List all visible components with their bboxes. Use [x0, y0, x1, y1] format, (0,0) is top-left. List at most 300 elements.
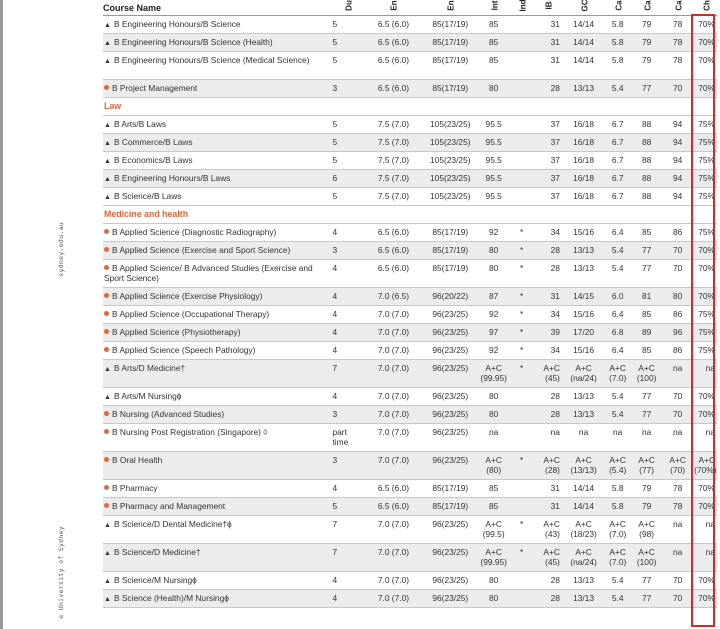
- dot-marker-icon: [104, 485, 109, 490]
- gc-cell: 13/13: [573, 263, 595, 273]
- ca-3-cell: 94: [672, 119, 683, 129]
- ca-2-cell: 81: [632, 288, 661, 306]
- english-2-cell: 105(23/25): [423, 134, 477, 152]
- english-1-cell: 7.5 (7.0): [363, 134, 423, 152]
- ca-1-cell: 6.7: [611, 119, 624, 129]
- ib-cell: A+C (43): [543, 519, 560, 539]
- duration-cell: 3: [332, 242, 363, 260]
- ca-2-cell: 79: [641, 483, 652, 493]
- course-name: B Pharmacy: [112, 483, 158, 493]
- triangle-marker-icon: ▲: [104, 176, 111, 183]
- course-name-cell: [103, 34, 332, 52]
- gc-cell: 16/18: [573, 191, 595, 201]
- table-row: [103, 152, 717, 170]
- triangle-marker-icon: ▲: [104, 140, 111, 147]
- ind-cell: [510, 80, 533, 98]
- course-name-cell: [103, 360, 332, 388]
- ca-2-cell: A+C (100): [632, 360, 661, 388]
- english-2-cell: 85(17/19): [423, 242, 477, 260]
- intl-cell: 80: [489, 263, 499, 273]
- ca-3-cell: na: [672, 427, 683, 437]
- course-name: B Science/B Laws: [113, 191, 182, 201]
- course-name-cell: [103, 116, 332, 134]
- english-2-cell: 85(17/19): [432, 19, 469, 29]
- ca-3-cell: 94: [661, 170, 694, 188]
- ca-3-cell: 78: [672, 483, 683, 493]
- table-row: [103, 260, 717, 288]
- english-1-cell: 6.5 (6.0): [363, 34, 423, 52]
- duration-cell: 7: [332, 544, 363, 572]
- course-name-cell: [103, 498, 332, 516]
- dot-marker-icon: [104, 411, 109, 416]
- col-header-ca-1: Ca: [603, 0, 632, 16]
- course-name: B Applied Science (Speech Pathology): [112, 345, 256, 355]
- ca-1-cell: 6.7: [603, 134, 632, 152]
- ch-cell: 75%: [698, 227, 715, 237]
- ch-cell: na: [705, 427, 715, 437]
- english-1-cell: 7.0 (6.5): [363, 288, 423, 306]
- table-row: [103, 242, 717, 260]
- intl-cell: 85: [477, 34, 510, 52]
- table-row: [103, 188, 717, 206]
- course-name-cell: [103, 188, 332, 206]
- ib-cell: 28: [533, 590, 564, 608]
- ca-1-cell: 5.4: [603, 406, 632, 424]
- dot-marker-icon: [104, 429, 109, 434]
- table-row: [103, 388, 717, 406]
- gc-cell: 16/18: [573, 119, 595, 129]
- ca-1-cell: 6.4: [611, 309, 624, 319]
- english-2-cell: 105(23/25): [430, 191, 471, 201]
- course-name: B Applied Science (Occupational Therapy): [112, 309, 270, 319]
- ind-cell: *: [519, 519, 524, 529]
- intl-cell: 95.5: [477, 134, 510, 152]
- ca-3-cell: 70: [661, 242, 694, 260]
- ca-2-cell: 88: [632, 134, 661, 152]
- dot-marker-icon: [104, 293, 109, 298]
- ca-1-cell: 5.4: [611, 391, 624, 401]
- gc-cell: 13/13: [573, 575, 595, 585]
- english-2-cell: 96(23/25): [432, 309, 469, 319]
- course-name: B Commerce/B Laws: [113, 137, 193, 147]
- ca-3-cell: 70: [672, 575, 683, 585]
- ca-1-cell: 5.4: [611, 575, 624, 585]
- section-heading-row: [103, 98, 717, 116]
- ca-2-cell: 85: [641, 309, 652, 319]
- ch-cell: 70%: [698, 55, 715, 65]
- ch-cell: 70%: [698, 19, 715, 29]
- ca-3-cell: 70: [672, 391, 683, 401]
- course-name: B Science (Health)/M Nursingɸ: [113, 593, 229, 603]
- ib-cell: 39: [533, 324, 564, 342]
- ca-1-cell: A+C (7.0): [609, 519, 627, 539]
- ind-cell: [510, 34, 533, 52]
- intl-cell: 80: [489, 575, 499, 585]
- course-name: B Arts/M Nursingɸ: [113, 391, 182, 401]
- english-1-cell: 6.5 (6.0): [363, 80, 423, 98]
- course-name: B Applied Science (Exercise Physiology): [112, 291, 263, 301]
- duration-cell: 4: [332, 288, 363, 306]
- ind-cell: [510, 16, 533, 34]
- ib-cell: 34: [550, 309, 560, 319]
- ib-cell: 28: [533, 80, 564, 98]
- ib-cell: A+C (45): [533, 360, 564, 388]
- gc-cell: 14/14: [573, 19, 595, 29]
- gc-cell: 15/16: [573, 345, 595, 355]
- ib-cell: 31: [550, 19, 560, 29]
- course-name: B Nursing (Advanced Studies): [112, 409, 225, 419]
- english-1-cell: 7.0 (7.0): [363, 406, 423, 424]
- ca-1-cell: 6.0: [603, 288, 632, 306]
- triangle-marker-icon: ▲: [104, 22, 111, 29]
- ch-cell: 75%: [698, 191, 715, 201]
- ca-2-cell: 88: [632, 170, 661, 188]
- ind-cell: [510, 480, 533, 498]
- duration-cell: 6: [332, 170, 363, 188]
- gc-cell: 14/14: [564, 34, 603, 52]
- gc-cell: 17/20: [564, 324, 603, 342]
- col-header-english-1: En: [363, 0, 423, 16]
- english-2-cell: 96(23/25): [432, 345, 469, 355]
- triangle-marker-icon: ▲: [104, 58, 111, 65]
- gc-cell: 13/13: [564, 242, 603, 260]
- intl-cell: A+C (99.95): [477, 360, 510, 388]
- ca-1-cell: 6.7: [603, 170, 632, 188]
- ca-2-cell: 77: [632, 80, 661, 98]
- ib-cell: A+C (45): [533, 544, 564, 572]
- triangle-marker-icon: ▲: [104, 550, 111, 557]
- ca-2-cell: A+C (100): [632, 544, 661, 572]
- table-row: [103, 572, 717, 590]
- english-1-cell: 7.0 (7.0): [377, 391, 410, 401]
- gc-cell: A+C (na/24): [564, 544, 603, 572]
- english-2-cell: 96(23/25): [432, 391, 469, 401]
- ca-2-cell: 79: [641, 19, 652, 29]
- ca-2-cell: 88: [641, 155, 652, 165]
- ib-cell: 31: [533, 34, 564, 52]
- duration-cell: 7: [332, 360, 363, 388]
- duration-cell: 5: [332, 155, 338, 165]
- duration-cell: 4: [332, 391, 338, 401]
- dot-marker-icon: [104, 457, 109, 462]
- course-name: B Applied Science (Exercise and Sport Science): [112, 245, 291, 255]
- gc-cell: 15/16: [573, 227, 595, 237]
- ch-cell: 70%: [694, 590, 717, 608]
- col-header-english-2: En: [423, 0, 477, 16]
- course-name: B Engineering Honours/B Science: [113, 19, 241, 29]
- ca-2-cell: na: [641, 427, 652, 437]
- ca-1-cell: 5.4: [603, 80, 632, 98]
- table-row: [103, 480, 717, 498]
- english-1-cell: 7.5 (7.0): [363, 170, 423, 188]
- ind-cell: [510, 116, 533, 134]
- english-2-cell: 85(17/19): [423, 498, 477, 516]
- ca-1-cell: 5.8: [611, 55, 624, 65]
- course-name-cell: [103, 342, 332, 360]
- ch-cell: 75%: [694, 324, 717, 342]
- ca-3-cell: 94: [661, 134, 694, 152]
- english-1-cell: 6.5 (6.0): [363, 242, 423, 260]
- course-name-cell: [103, 424, 332, 452]
- ca-1-cell: 6.8: [603, 324, 632, 342]
- col-header-gc: GC: [564, 0, 603, 16]
- intl-cell: 95.5: [485, 119, 502, 129]
- duration-cell: 5: [332, 55, 338, 65]
- english-1-cell: 7.0 (7.0): [363, 590, 423, 608]
- ind-cell: *: [510, 360, 533, 388]
- english-1-cell: 7.0 (7.0): [377, 427, 410, 437]
- gc-cell: A+C (18/23): [570, 519, 597, 539]
- duration-cell: 4: [332, 345, 338, 355]
- intl-cell: 80: [477, 242, 510, 260]
- course-name-cell: [103, 480, 332, 498]
- ind-cell: *: [519, 309, 524, 319]
- ca-2-cell: 77: [632, 242, 661, 260]
- ind-cell: *: [519, 345, 524, 355]
- table-row: [103, 170, 717, 188]
- duration-cell: 5: [332, 191, 338, 201]
- duration-cell: 3: [332, 80, 363, 98]
- ca-3-cell: 94: [672, 191, 683, 201]
- ch-cell: 70%: [698, 483, 715, 493]
- gc-cell: 13/13: [564, 406, 603, 424]
- dot-marker-icon: [104, 265, 109, 270]
- course-name-cell: [103, 134, 332, 152]
- ca-3-cell: na: [661, 544, 694, 572]
- table-row: [103, 342, 717, 360]
- english-1-cell: 7.0 (7.0): [363, 544, 423, 572]
- intl-cell: 92: [489, 227, 499, 237]
- table-row: [103, 134, 717, 152]
- ind-cell: *: [519, 263, 524, 273]
- ch-cell: na: [694, 544, 717, 572]
- course-name: B Engineering Honours/B Science (Medical Science): [113, 55, 310, 65]
- table-row: [103, 360, 717, 388]
- triangle-marker-icon: ▲: [104, 40, 111, 47]
- ca-3-cell: A+C (70): [661, 452, 694, 480]
- english-1-cell: 7.0 (7.0): [377, 345, 410, 355]
- course-name-cell: [103, 452, 332, 480]
- ind-cell: *: [510, 324, 533, 342]
- english-2-cell: 96(23/25): [432, 575, 469, 585]
- ca-3-cell: 78: [661, 34, 694, 52]
- ind-cell: *: [510, 452, 533, 480]
- english-2-cell: 96(23/25): [432, 519, 469, 529]
- ch-cell: 75%: [694, 170, 717, 188]
- ca-2-cell: 77: [641, 263, 652, 273]
- ib-cell: 37: [533, 134, 564, 152]
- english-1-cell: 7.0 (7.0): [377, 575, 410, 585]
- dot-marker-icon: [104, 503, 109, 508]
- ch-cell: 70%: [698, 263, 715, 273]
- duration-cell: 5: [332, 498, 363, 516]
- intl-cell: 95.5: [477, 170, 510, 188]
- intl-cell: 92: [489, 309, 499, 319]
- col-header-ca-3: Ca: [661, 0, 694, 16]
- table-row: [103, 324, 717, 342]
- ca-3-cell: 96: [661, 324, 694, 342]
- ca-3-cell: 70: [661, 406, 694, 424]
- col-header-ca-2: Ca: [632, 0, 661, 16]
- course-name: B Arts/B Laws: [113, 119, 167, 129]
- course-name: B Economics/B Laws: [113, 155, 193, 165]
- col-header-ch: Ch: [694, 0, 717, 16]
- ca-3-cell: 94: [672, 155, 683, 165]
- ca-3-cell: 86: [672, 227, 683, 237]
- duration-cell: 3: [332, 406, 363, 424]
- ca-3-cell: 78: [672, 19, 683, 29]
- duration-cell: 4: [332, 483, 338, 493]
- ca-1-cell: 6.4: [611, 227, 624, 237]
- english-1-cell: 7.0 (7.0): [363, 452, 423, 480]
- course-name-cell: [103, 52, 332, 80]
- ch-cell: A+C (70%): [694, 452, 717, 480]
- english-2-cell: 85(17/19): [432, 263, 469, 273]
- english-2-cell: 105(23/25): [430, 119, 471, 129]
- table-row: [103, 80, 717, 98]
- ind-cell: *: [510, 544, 533, 572]
- intl-cell: 97: [477, 324, 510, 342]
- course-name-cell: [103, 260, 332, 288]
- ca-1-cell: 5.8: [611, 483, 624, 493]
- ch-cell: na: [705, 519, 715, 529]
- intl-cell: 85: [477, 498, 510, 516]
- ch-cell: 70%: [694, 288, 717, 306]
- ch-cell: 75%: [698, 345, 715, 355]
- intl-cell: 95.5: [485, 155, 502, 165]
- english-1-cell: 7.0 (7.0): [363, 324, 423, 342]
- table-body: [103, 16, 717, 608]
- intl-cell: 80: [477, 80, 510, 98]
- ib-cell: 37: [550, 119, 560, 129]
- course-name-cell: [103, 152, 332, 170]
- course-name: B Applied Science (Diagnostic Radiography): [112, 227, 277, 237]
- ca-3-cell: 78: [672, 55, 683, 65]
- duration-cell: 4: [332, 309, 338, 319]
- course-name-cell: [103, 544, 332, 572]
- ind-cell: *: [510, 288, 533, 306]
- ch-cell: 70%: [694, 34, 717, 52]
- ib-cell: 28: [533, 242, 564, 260]
- col-header-ib: IB: [533, 0, 564, 16]
- ca-3-cell: 86: [672, 345, 683, 355]
- table-row: [103, 288, 717, 306]
- intl-cell: 92: [489, 345, 499, 355]
- english-1-cell: 6.5 (6.0): [377, 263, 410, 273]
- course-name-cell: [103, 406, 332, 424]
- intl-cell: A+C (80): [477, 452, 510, 480]
- english-1-cell: 7.5 (7.0): [377, 155, 410, 165]
- course-name-cell: [103, 572, 332, 590]
- ca-1-cell: 5.4: [603, 590, 632, 608]
- english-2-cell: 96(23/25): [423, 324, 477, 342]
- course-name-cell: [103, 516, 332, 544]
- ind-cell: [510, 406, 533, 424]
- ind-cell: [510, 498, 533, 516]
- ib-cell: 37: [550, 155, 560, 165]
- ib-cell: 37: [550, 191, 560, 201]
- gc-cell: 14/14: [573, 483, 595, 493]
- gc-cell: 16/18: [573, 155, 595, 165]
- intl-cell: 85: [489, 483, 499, 493]
- ib-cell: 31: [550, 483, 560, 493]
- ib-cell: 37: [533, 170, 564, 188]
- triangle-marker-icon: ▲: [104, 394, 111, 401]
- table-row: [103, 224, 717, 242]
- gc-cell: A+C (13/13): [564, 452, 603, 480]
- english-2-cell: 96(23/25): [423, 452, 477, 480]
- ch-cell: 70%: [694, 406, 717, 424]
- section-heading: Medicine and health: [103, 206, 717, 224]
- ca-1-cell: A+C (5.4): [603, 452, 632, 480]
- english-1-cell: 6.5 (6.0): [377, 19, 410, 29]
- ca-1-cell: 5.8: [611, 19, 624, 29]
- table-row: [103, 544, 717, 572]
- english-2-cell: 105(23/25): [430, 155, 471, 165]
- ca-2-cell: 77: [641, 575, 652, 585]
- side-copyright-text: e University of Sydney: [57, 526, 65, 619]
- intl-cell: 85: [489, 55, 499, 65]
- course-name: B Nursing Post Registration (Singapore) ◊: [112, 427, 268, 437]
- table-row: [103, 306, 717, 324]
- duration-cell: 4: [332, 575, 338, 585]
- table-row: [103, 424, 717, 452]
- gc-cell: 13/13: [564, 80, 603, 98]
- intl-cell: na: [489, 427, 499, 437]
- course-name-cell: [103, 388, 332, 406]
- course-name-cell: [103, 590, 332, 608]
- english-2-cell: 96(23/25): [423, 544, 477, 572]
- ch-cell: 70%: [694, 242, 717, 260]
- duration-cell: 5: [332, 34, 363, 52]
- ca-3-cell: 70: [661, 590, 694, 608]
- duration-cell: 5: [332, 19, 338, 29]
- ca-1-cell: 6.7: [611, 155, 624, 165]
- ca-2-cell: 77: [641, 391, 652, 401]
- ch-cell: 70%: [698, 575, 715, 585]
- intl-cell: 80: [477, 406, 510, 424]
- gc-cell: 14/14: [564, 498, 603, 516]
- ca-2-cell: 85: [641, 345, 652, 355]
- gc-cell: na: [578, 427, 589, 437]
- side-url-text: sydney.edu.au: [57, 222, 65, 277]
- table-row: [103, 34, 717, 52]
- english-1-cell: 6.5 (6.0): [363, 498, 423, 516]
- ca-2-cell: 77: [632, 406, 661, 424]
- ib-cell: A+C (28): [533, 452, 564, 480]
- duration-cell: 5: [332, 134, 363, 152]
- ib-cell: 28: [550, 263, 560, 273]
- ind-cell: [510, 170, 533, 188]
- dot-marker-icon: [104, 247, 109, 252]
- ib-cell: 31: [533, 498, 564, 516]
- duration-cell: part time: [332, 427, 349, 447]
- ib-cell: 28: [533, 406, 564, 424]
- ca-3-cell: 80: [661, 288, 694, 306]
- course-name: B Applied Science (Physiotherapy): [112, 327, 241, 337]
- course-name-cell: [103, 224, 332, 242]
- intl-cell: A+C (99.95): [477, 544, 510, 572]
- ca-3-cell: 78: [661, 498, 694, 516]
- gc-cell: 13/13: [573, 391, 595, 401]
- ca-3-cell: na: [661, 360, 694, 388]
- triangle-marker-icon: ▲: [104, 122, 111, 129]
- table-header-row: [103, 0, 717, 16]
- intl-cell: 80: [489, 391, 499, 401]
- english-1-cell: 7.5 (7.0): [377, 191, 410, 201]
- section-heading-row: [103, 206, 717, 224]
- intl-cell: A+C (99.5): [482, 519, 505, 539]
